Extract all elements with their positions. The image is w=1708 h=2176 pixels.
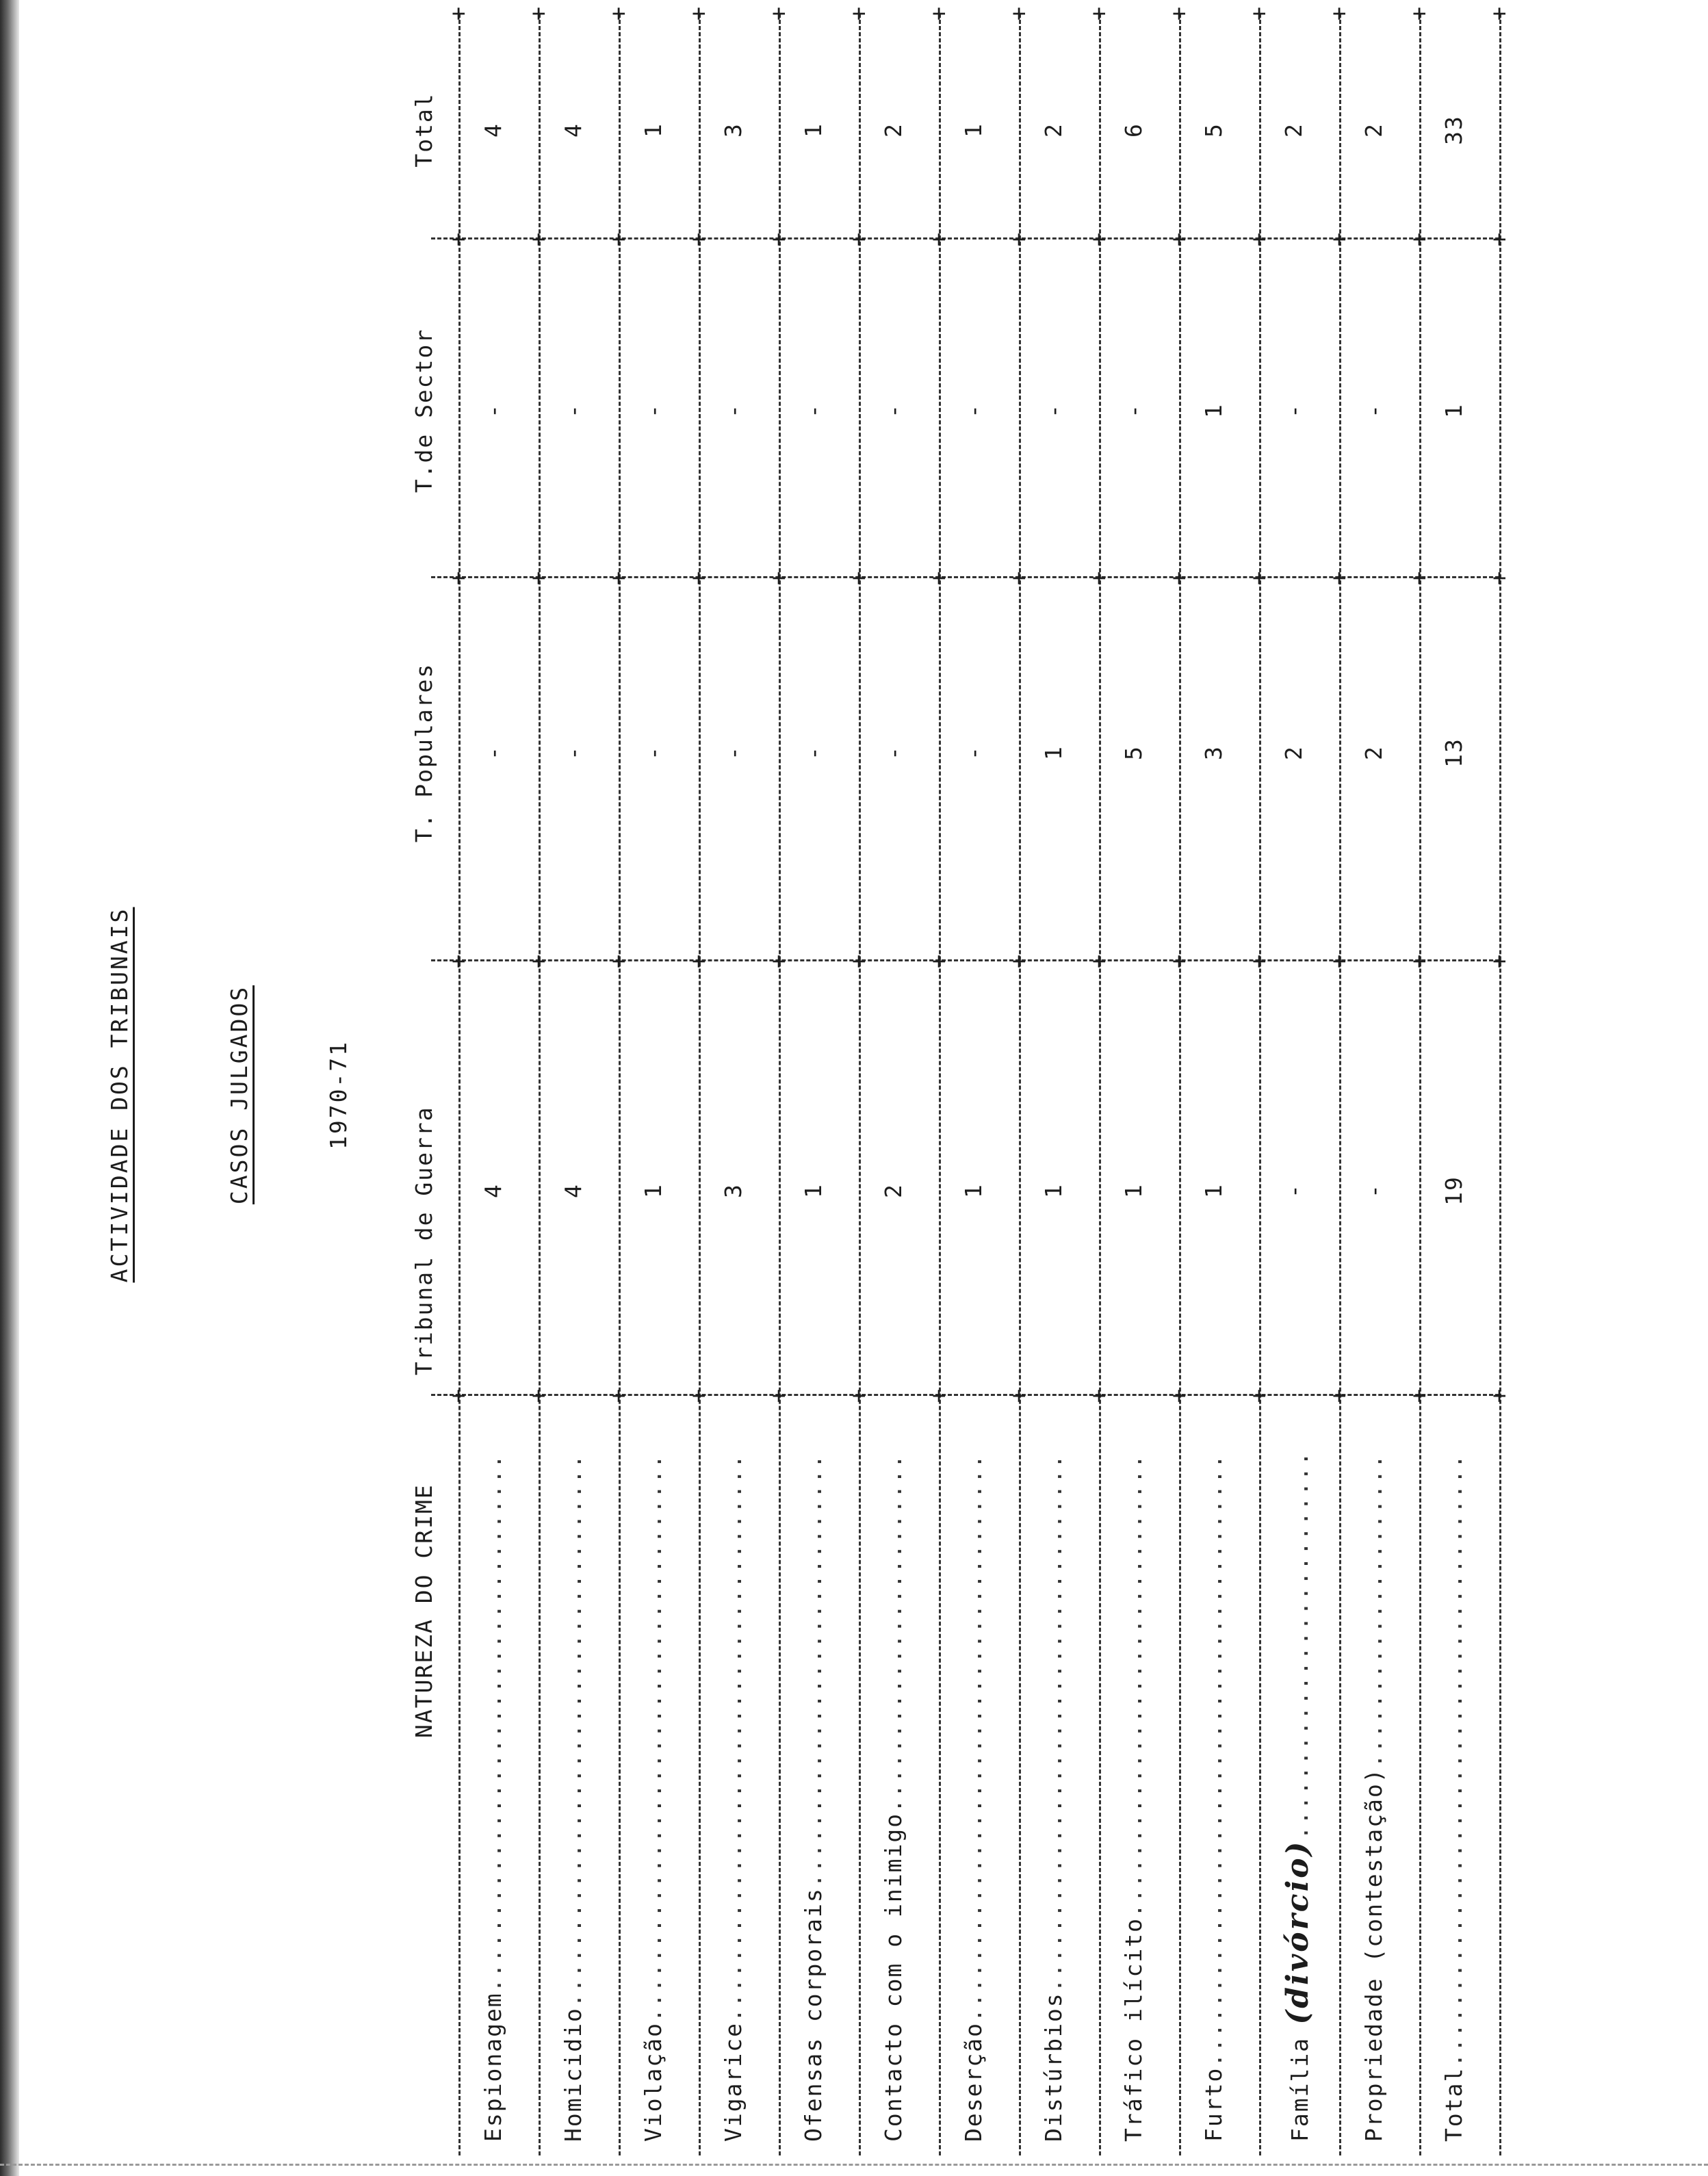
guerra-value: - — [1360, 1183, 1387, 1198]
leader-dots: .................................... — [479, 1453, 506, 1993]
grid-cross-mark: + — [525, 571, 552, 586]
leader-dots: ......................................... — [1200, 1453, 1227, 2067]
grid-cross-mark: + — [605, 1388, 632, 1403]
crime-label — [1200, 1453, 1227, 2142]
grid-cross-mark: + — [1005, 6, 1033, 21]
grid-cross-mark: + — [525, 232, 552, 247]
crime-label — [560, 1453, 586, 2142]
grid-cross-mark: + — [925, 232, 953, 247]
sector-value: - — [1120, 403, 1147, 418]
total-value: 4 — [479, 122, 506, 138]
column-header-sector: T.de Sector — [411, 328, 437, 493]
crime-name: Ofensas corporais — [799, 1887, 827, 2142]
guerra-value: 3 — [719, 1183, 747, 1198]
total-value: 2 — [879, 122, 907, 138]
grid-cross-mark: + — [1325, 1388, 1353, 1403]
grid-cross-mark: + — [1165, 954, 1193, 969]
total-value: 1 — [959, 122, 987, 138]
grid-cross-mark: + — [685, 1388, 712, 1403]
grid-cross-mark: + — [1085, 1388, 1113, 1403]
column-header-total: Total — [411, 92, 437, 168]
grid-cross-mark: + — [845, 232, 872, 247]
row-divider — [939, 14, 941, 2155]
crime-label — [1120, 1453, 1147, 2142]
leader-dots: ........................ — [879, 1453, 907, 1813]
leader-dots: .................................... — [1039, 1453, 1067, 1993]
grid-cross-mark: + — [525, 1388, 552, 1403]
grid-cross-mark: + — [1406, 6, 1433, 21]
crime-name: Vigarice — [719, 2022, 747, 2142]
grid-cross-mark: + — [685, 6, 712, 21]
grid-cross-mark: + — [1245, 6, 1273, 21]
populares-value: 1 — [1039, 745, 1067, 760]
row-divider — [619, 14, 621, 2155]
leader-dots: ...................................... — [639, 1453, 667, 2023]
handwritten-annotation: (divórcio) — [1280, 1839, 1315, 2037]
crime-label — [480, 1453, 506, 2142]
grid-cross-mark: + — [685, 954, 712, 969]
sector-value: - — [1039, 403, 1067, 418]
grid-cross-mark: + — [1325, 571, 1353, 586]
leader-dots: .......................... — [1286, 1450, 1313, 1840]
row-divider — [699, 14, 701, 2155]
leader-dots: ...................................... — [959, 1453, 987, 2023]
crime-label — [1280, 1451, 1315, 2142]
row-divider — [1099, 14, 1101, 2155]
row-divider — [1339, 14, 1341, 2155]
grid-cross-mark: + — [605, 571, 632, 586]
leader-dots: ............................... — [1120, 1453, 1147, 1917]
populares-value: - — [719, 745, 747, 760]
leader-dots: ..................... — [1360, 1453, 1387, 1768]
crime-label — [880, 1453, 907, 2142]
document-title: ACTIVIDADE DOS TRIBUNAIS — [106, 907, 133, 1283]
crime-name: Espionagem — [479, 1992, 506, 2142]
row-divider — [859, 14, 861, 2155]
grid-cross-mark: + — [845, 6, 872, 21]
sector-value: - — [1280, 403, 1307, 418]
grid-cross-mark: + — [1486, 1388, 1513, 1403]
grid-cross-mark: + — [1165, 232, 1193, 247]
grid-cross-mark: + — [765, 232, 792, 247]
grid-cross-mark: + — [1165, 6, 1193, 21]
grid-cross-mark: + — [1325, 954, 1353, 969]
sector-value: - — [1360, 403, 1387, 418]
guerra-value: 1 — [639, 1183, 667, 1198]
crime-name: Distúrbios — [1039, 1992, 1067, 2142]
grid-cross-mark: + — [525, 954, 552, 969]
grid-cross-mark: + — [1486, 571, 1513, 586]
guerra-value: 1 — [959, 1183, 987, 1198]
populares-value: - — [639, 745, 667, 760]
leader-dots: ..................................... — [559, 1453, 586, 2008]
grid-cross-mark: + — [605, 232, 632, 247]
row-divider — [1259, 14, 1261, 2155]
crime-name: Contacto com o inimigo — [879, 1812, 907, 2142]
sector-value: - — [799, 403, 827, 418]
row-divider — [1019, 14, 1021, 2155]
sector-value: - — [959, 403, 987, 418]
grid-cross-mark: + — [1165, 1388, 1193, 1403]
grid-cross-mark: + — [925, 1388, 953, 1403]
sector-value: 1 — [1200, 403, 1227, 418]
guerra-value: 4 — [479, 1183, 506, 1198]
column-header-guerra: Tribunal de Guerra — [411, 1106, 437, 1375]
grid-cross-mark: + — [1245, 1388, 1273, 1403]
crime-label — [800, 1453, 827, 2142]
total-value: 3 — [719, 122, 747, 138]
leader-dots: ......................................... — [1440, 1453, 1467, 2067]
grid-cross-mark: + — [765, 954, 792, 969]
total-value: 4 — [559, 122, 586, 138]
grid-cross-mark: + — [845, 954, 872, 969]
populares-value: - — [879, 745, 907, 760]
guerra-value: 4 — [559, 1183, 586, 1198]
total-total-value: 33 — [1440, 115, 1467, 145]
total-value: 2 — [1280, 122, 1307, 138]
populares-value: - — [959, 745, 987, 760]
grid-cross-mark: + — [445, 1388, 472, 1403]
grid-cross-mark: + — [1005, 571, 1033, 586]
total-value: 5 — [1200, 122, 1227, 138]
row-divider — [1499, 14, 1501, 2155]
grid-cross-mark: + — [1085, 6, 1113, 21]
row-divider — [1179, 14, 1181, 2155]
sector-value: - — [719, 403, 747, 418]
crime-name: Família — [1286, 2036, 1313, 2142]
crime-name: Total — [1440, 2067, 1467, 2142]
grid-cross-mark: + — [605, 954, 632, 969]
sector-value: - — [639, 403, 667, 418]
crime-label — [1040, 1453, 1067, 2142]
grid-cross-mark: + — [1085, 571, 1113, 586]
sector-value: - — [479, 403, 506, 418]
crime-name: Tráfico ilícito — [1120, 1917, 1147, 2142]
total-value: 6 — [1120, 122, 1147, 138]
total-populares-value: 13 — [1440, 738, 1467, 768]
document-period: 1970-71 — [325, 1039, 352, 1150]
guerra-value: 2 — [879, 1183, 907, 1198]
guerra-value: 1 — [1120, 1183, 1147, 1198]
grid-cross-mark: + — [765, 6, 792, 21]
grid-cross-mark: + — [1245, 571, 1273, 586]
grid-cross-mark: + — [925, 954, 953, 969]
grid-cross-mark: + — [1486, 6, 1513, 21]
sector-value: - — [879, 403, 907, 418]
grid-cross-mark: + — [925, 571, 953, 586]
sector-value: - — [559, 403, 586, 418]
populares-value: 5 — [1120, 745, 1147, 760]
total-row-label — [1440, 1453, 1467, 2142]
row-divider — [458, 14, 461, 2155]
populares-value: 2 — [1360, 745, 1387, 760]
total-sector-value: 1 — [1440, 403, 1467, 418]
grid-cross-mark: + — [1245, 954, 1273, 969]
guerra-value: 1 — [1039, 1183, 1067, 1198]
crime-name: Violação — [639, 2022, 667, 2142]
grid-cross-mark: + — [1406, 954, 1433, 969]
grid-cross-mark: + — [1005, 232, 1033, 247]
grid-cross-mark: + — [1085, 954, 1113, 969]
populares-value: - — [479, 745, 506, 760]
total-value: 1 — [799, 122, 827, 138]
populares-value: - — [799, 745, 827, 760]
populares-value: 2 — [1280, 745, 1307, 760]
grid-cross-mark: + — [925, 6, 953, 21]
grid-cross-mark: + — [765, 571, 792, 586]
grid-cross-mark: + — [1406, 571, 1433, 586]
guerra-value: 1 — [1200, 1183, 1227, 1198]
grid-cross-mark: + — [845, 1388, 872, 1403]
grid-cross-mark: + — [525, 6, 552, 21]
populares-value: 3 — [1200, 745, 1227, 760]
grid-cross-mark: + — [845, 571, 872, 586]
crime-label — [720, 1453, 747, 2142]
grid-cross-mark: + — [1325, 232, 1353, 247]
crime-label — [1360, 1453, 1387, 2142]
crime-label — [640, 1453, 667, 2142]
crime-name: Propriedade (contestação) — [1360, 1767, 1387, 2142]
document-subtitle: CASOS JULGADOS — [226, 985, 253, 1205]
grid-cross-mark: + — [685, 232, 712, 247]
grid-cross-mark: + — [605, 6, 632, 21]
total-guerra-value: 19 — [1440, 1176, 1467, 1206]
column-header-populares: T. Populares — [411, 662, 437, 843]
total-value: 2 — [1360, 122, 1387, 138]
grid-cross-mark: + — [1165, 571, 1193, 586]
crime-name: Homicidio — [559, 2007, 586, 2142]
leader-dots: ............................. — [799, 1453, 827, 1888]
grid-cross-mark: + — [1245, 232, 1273, 247]
grid-cross-mark: + — [445, 571, 472, 586]
total-value: 1 — [639, 122, 667, 138]
grid-cross-mark: + — [765, 1388, 792, 1403]
grid-cross-mark: + — [1325, 6, 1353, 21]
crime-name: Deserção — [959, 2022, 987, 2142]
grid-cross-mark: + — [445, 954, 472, 969]
crime-name: Furto — [1200, 2067, 1227, 2142]
grid-cross-mark: + — [685, 571, 712, 586]
column-header-crime: NATUREZA DO CRIME — [411, 1484, 437, 1738]
grid-cross-mark: + — [1486, 232, 1513, 247]
guerra-value: - — [1280, 1183, 1307, 1198]
grid-cross-mark: + — [1406, 232, 1433, 247]
grid-cross-mark: + — [1486, 954, 1513, 969]
grid-cross-mark: + — [1406, 1388, 1433, 1403]
crime-label — [960, 1453, 987, 2142]
total-value: 2 — [1039, 122, 1067, 138]
row-divider — [1419, 14, 1421, 2155]
grid-cross-mark: + — [445, 232, 472, 247]
leader-dots: ...................................... — [719, 1453, 747, 2023]
row-divider — [539, 14, 541, 2155]
populares-value: - — [559, 745, 586, 760]
guerra-value: 1 — [799, 1183, 827, 1198]
grid-cross-mark: + — [1005, 954, 1033, 969]
grid-cross-mark: + — [445, 6, 472, 21]
row-divider — [779, 14, 781, 2155]
grid-cross-mark: + — [1085, 232, 1113, 247]
grid-cross-mark: + — [1005, 1388, 1033, 1403]
